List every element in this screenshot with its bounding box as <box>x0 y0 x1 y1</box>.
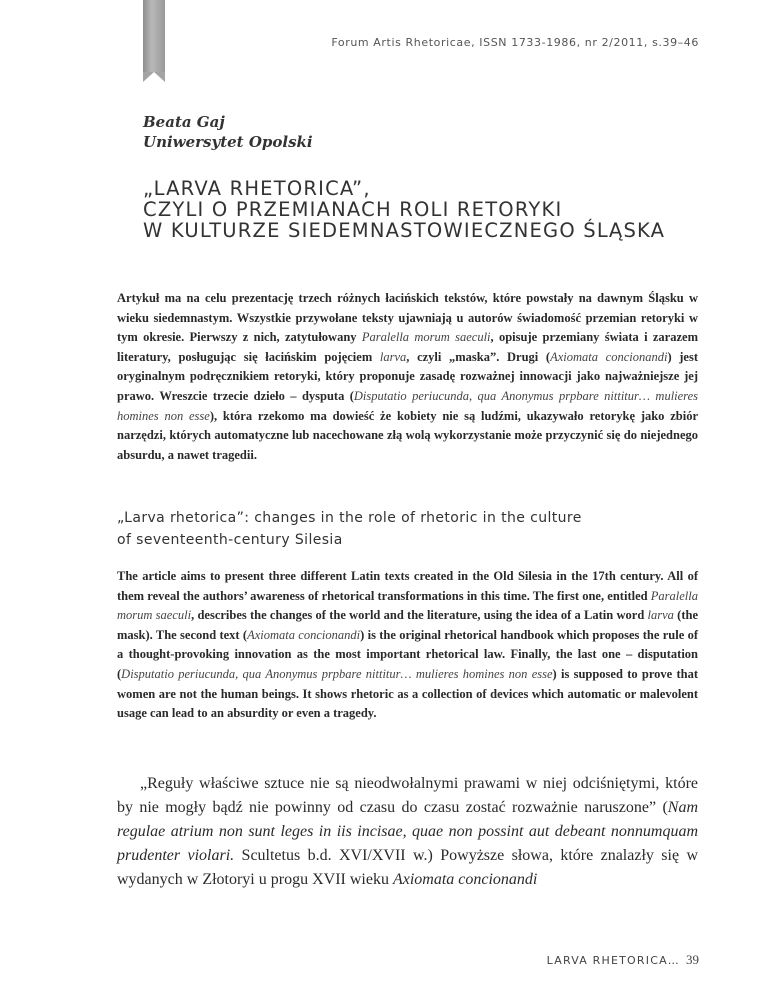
abstract-italic: larva <box>379 349 407 364</box>
abstract-text: The article aims to present three different Latin texts created in the Old Silesia in the 17th century. All of them reveal the authors’ awareness of rhetorical transformations in this time. The first one, entitled <box>117 569 698 603</box>
title-line: CZYLI O PRZEMIANACH ROLI RETORYKI <box>143 198 563 221</box>
abstract-text: ) is the original rhetorical handbook which proposes the rule of a thought-provoking innovation as the most important rhetorical law. Finally, the last one – disputation ( <box>117 627 698 681</box>
body-text: „Reguły właściwe sztuce nie są nieodwołalnymi prawami w niej odciśniętymi, które by nie mogły bądź nie powinny od czasu do czasu zostać rozważnie naruszone” ( <box>117 775 698 816</box>
running-title: LARVA RHETORICA… <box>546 954 680 967</box>
english-title-line: of seventeenth-century Silesia <box>117 532 343 548</box>
english-title-line: „Larva rhetorica”: changes in the role of rhetoric in the culture <box>117 510 582 526</box>
abstract-text: ) is supposed to prove that women are not the human beings. It shows rhetoric as a collection of devices which automatic or malevolent usage can lead to an absurdity or even a tragedy. <box>117 666 698 721</box>
abstract-text: , opisuje przemiany świata i zarazem literatury, posługując się łacińskim pojęciem <box>117 330 698 364</box>
title-line: „LARVA RHETORICA”, <box>143 177 371 200</box>
abstract-polish <box>117 289 698 465</box>
english-title <box>117 507 717 551</box>
author-block <box>143 112 313 152</box>
abstract-text: ) jest oryginalnym podręcznikiem retoryki, który proponuje zasadę rozważnej innowacji jako najważniejsze jej prawo. Wreszcie trzecie dzieło – dysputa ( <box>117 349 699 403</box>
body-italic: Axiomata concionandi <box>392 871 538 888</box>
abstract-italic: Disputatio periucunda, qua Anonymus prpbare nittitur… mulieres homines non esse <box>121 666 553 681</box>
body-text: Scultetus b.d. XVI/XVII w.) Powyższe słowa, które znalazły się w wydanych w Złotoryi u progu XVII wieku <box>117 847 699 888</box>
body-italic: Nam regulae atrium non sunt leges in iis incisae, quae non possint aut debeant nonnumquam prudenter violari. <box>117 799 698 864</box>
abstract-italic: Axiomata concionandi <box>247 627 361 642</box>
abstract-text: Artykuł ma na celu prezentację trzech różnych łacińskich tekstów, które powstały na dawnym Śląsku w wieku siedemnastym. Wszystkie przywołane teksty ujawniają u autorów świadomość przemian retoryki w tym okresie. Pierwszy z nich, zatytułowany <box>117 291 698 345</box>
page-footer <box>547 952 699 968</box>
abstract-text: ), która rzekomo ma dowieść że kobiety nie są ludźmi, ukazywało retorykę jako zbiór narzędzi, których automatyczne lub nacechowane złą wolą wykorzystanie może przyczynić się do niejednego absurdu, a nawet tragedii. <box>117 408 698 462</box>
abstract-text: , czyli „maska”. Drugi ( <box>406 349 551 364</box>
abstract-italic: Paralella morum saeculi <box>361 330 491 345</box>
article-title <box>143 178 743 241</box>
abstract-italic: Paralella morum saeculi <box>117 588 698 623</box>
abstract-italic: Axiomata concionandi <box>550 349 668 364</box>
abstract-english <box>117 567 698 724</box>
abstract-text: , describes the changes of the world and the literature, using the idea of a Latin word <box>191 608 648 623</box>
abstract-italic: larva <box>647 608 674 623</box>
abstract-italic: Disputatio periucunda, qua Anonymus prpbare nittitur… mulieres homines non esse <box>117 388 698 423</box>
author-affiliation: Uniwersytet Opolski <box>143 133 313 151</box>
abstract-text: (the mask). The second text ( <box>117 608 698 642</box>
title-line: W KULTURZE SIEDEMNASTOWIECZNEGO ŚLĄSKA <box>143 219 666 242</box>
page-number: 39 <box>686 952 699 967</box>
body-paragraph <box>117 772 698 892</box>
author-name: Beata Gaj <box>143 113 225 131</box>
bookmark-ribbon-decoration <box>143 0 165 72</box>
journal-header: Forum Artis Rhetoricae, ISSN 1733-1986, nr 2/2011, s.39–46 <box>331 36 699 49</box>
